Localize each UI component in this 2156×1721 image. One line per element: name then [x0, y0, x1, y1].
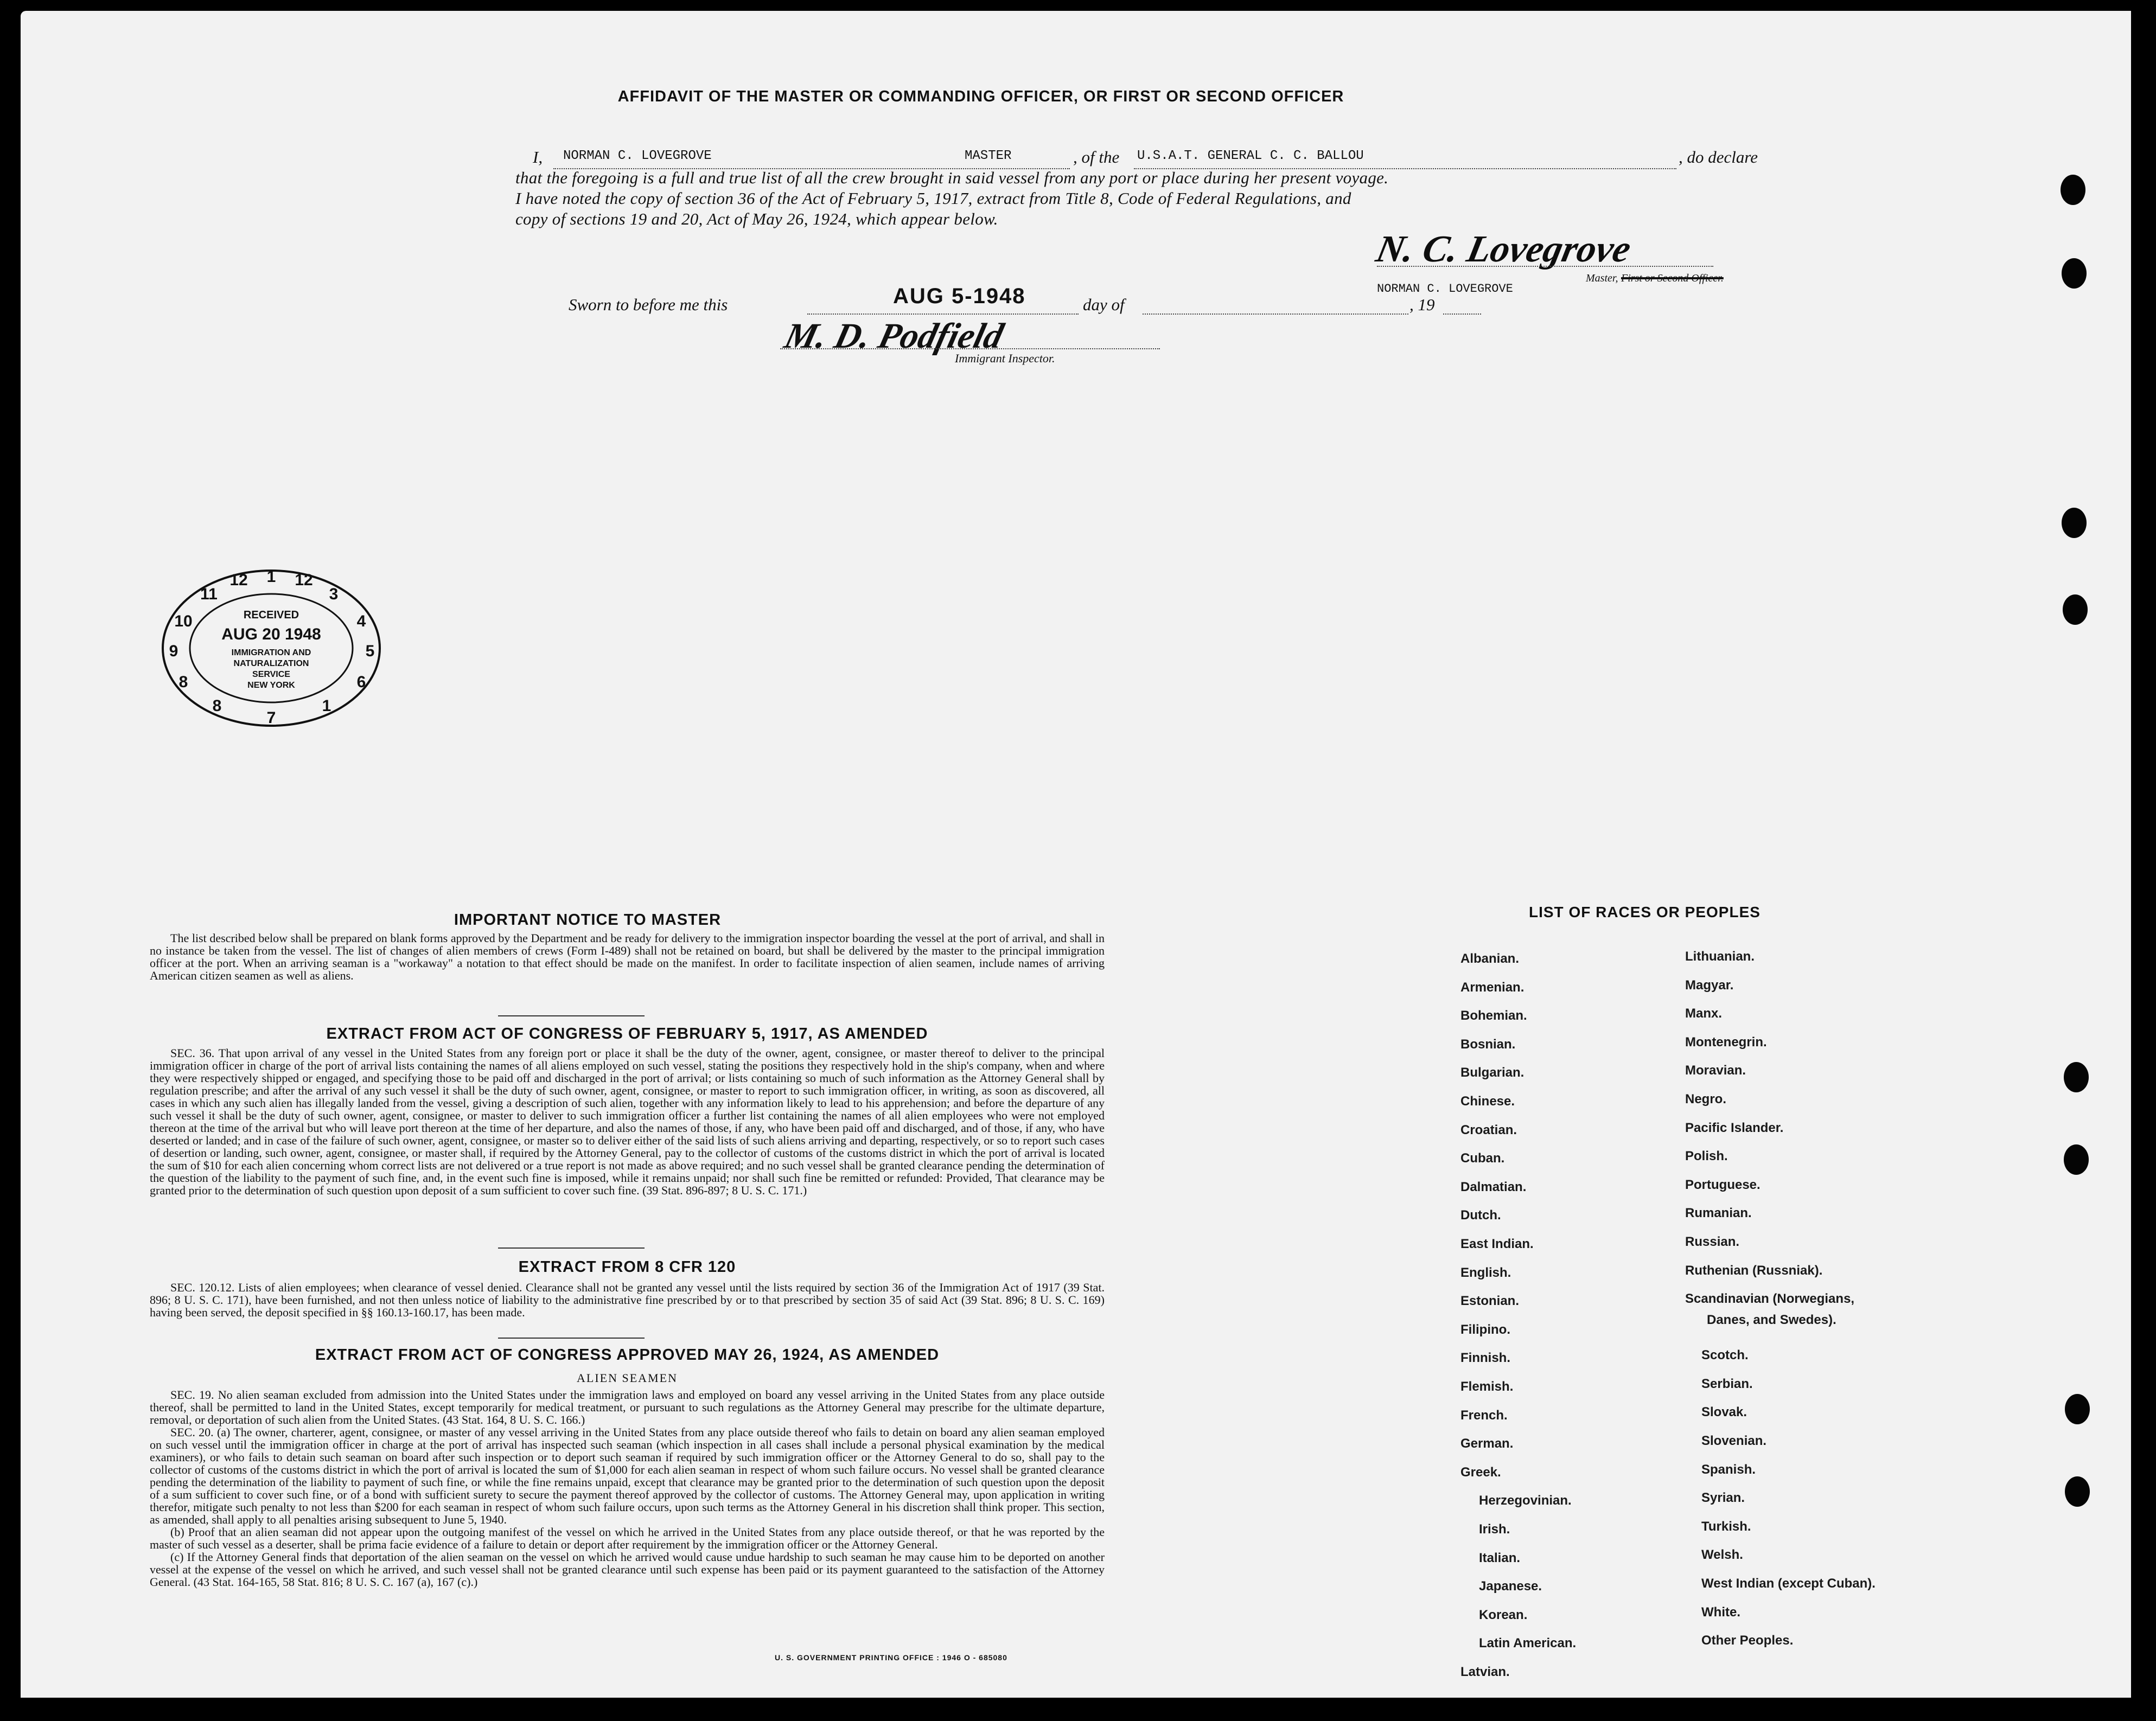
race-item-right: Syrian.: [1701, 1490, 1745, 1506]
race-item-left: Croatian.: [1460, 1122, 1517, 1137]
cfr-title: EXTRACT FROM 8 CFR 120: [518, 1258, 736, 1276]
stamp-line-3: SERVICE: [252, 670, 290, 679]
inspector-signature: M. D. Podfield: [781, 316, 1007, 356]
race-item-left: Bohemian.: [1460, 1008, 1527, 1023]
binder-hole: [2062, 258, 2087, 289]
race-item-right: Slovak.: [1701, 1405, 1747, 1420]
svg-text:12: 12: [229, 571, 248, 589]
stamp-date: AUG 20 1948: [221, 625, 321, 643]
sec-36-paragraph: SEC. 36. That upon arrival of any vessel in the United States from any foreign port or place it shall be the duty of the owner, agent, consignee, or master thereof to deliver to the principal immigration officer in charge of the port of arrival lists containing the names of all aliens employed on such vessel, stating the positions they respectively hold in the ship's company, when and where they were respectively shipped or engaged, and specifying those to be paid off and discharged in the port of arrival; or lists containing so much of such information as the Attorney General shall by regulation prescribe; and after the arrival of any such vessel it shall be the duty of such owner, agent, consignee, or master to report to such immigration officer, in writing, as soon as discovered, all cases in which any such alien has illegally landed from the vessel, giving a description of such alien, together with any information likely to lead to his apprehension; and before the departure of any such vessel it shall be the duty of such owner, agent, consignee, or master to deliver to such immigration officer a further list containing the names of all alien employees who were not employed thereon at the time of the arrival but who will leave port thereon at the time of her departure, and also the names of those, if any, who have been paid off and discharged, and of those, if any, who have deserted or landed; and in case of the failure of such owner, agent, consignee, or master so to deliver either of the said lists of such aliens arriving and departing, respectively, or so to report such cases of desertion or landing, such owner, agent, consignee, or master shall, if required by the Attorney General, pay to the collector of customs of the customs district in which the port of arrival is located the sum of $10 for each alien concerning whom correct lists are not delivered or a true report is not made as above required; and no such vessel shall be granted clearance pending the determination of the question of the liability to the payment of such fine, and, in the event such fine is imposed, while it remains unpaid; nor shall such fine be remitted or refunded: Provided, That clearance may be granted prior to the determination of such question upon deposit of a sum sufficient to cover such fine. (39 Stat. 896-897; 8 U. S. C. 171.): [150, 1046, 1105, 1197]
master-name: NORMAN C. LOVEGROVE: [563, 149, 712, 163]
binder-hole: [2064, 1144, 2089, 1175]
officer-label-struck: First or Second Officer.: [1621, 272, 1724, 284]
inspector-label: Immigrant Inspector.: [955, 351, 1055, 365]
affidavit-line-4: copy of sections 19 and 20, Act of May 26, 1924, which appear below.: [515, 209, 998, 228]
svg-text:12: 12: [295, 571, 313, 589]
race-item-right: Scandinavian (Norwegians,: [1685, 1291, 1855, 1307]
race-item-left: Chinese.: [1460, 1094, 1515, 1109]
race-item-right: Other Peoples.: [1701, 1633, 1794, 1648]
race-item-right: Magyar.: [1685, 977, 1734, 993]
divider-3: [498, 1338, 645, 1339]
race-item-right: Ruthenian (Russniak).: [1685, 1263, 1823, 1278]
affidavit-line-3: I have noted the copy of section 36 of the Act of February 5, 1917, extract from Title 8, Code of Federal Regulations, and: [515, 189, 1351, 208]
race-item-right: Portuguese.: [1685, 1177, 1760, 1192]
race-item-left: Finnish.: [1460, 1351, 1510, 1366]
divider-2: [498, 1247, 645, 1249]
affidavit-prefix: I,: [533, 148, 543, 167]
race-item-left: Albanian.: [1460, 951, 1520, 966]
binder-hole: [2065, 1394, 2090, 1424]
document-page: [21, 11, 2131, 1698]
notice-text: [150, 932, 1105, 982]
race-item-left: Italian.: [1479, 1550, 1521, 1565]
race-item-right: Manx.: [1685, 1006, 1723, 1021]
race-item-right: Pacific Islander.: [1685, 1120, 1784, 1135]
sec-19-paragraph: SEC. 19. No alien seaman excluded from admission into the United States under the immigration laws and employed on board any vessel arriving in the United States from any place outside thereof, shall be permitted to land in the United States, except temporarily for medical treatment, or pursuant to such regulations as the Attorney General may prescribe for the ultimate departure, removal, or deportation of such alien from the United States. (43 Stat. 164, 8 U. S. C. 166.): [150, 1388, 1105, 1426]
sec-20b-paragraph: (b) Proof that an alien seaman did not appear upon the outgoing manifest of the vessel on which he arrived in the United States from any place outside thereof, or that he was reported by the master of such vessel as a deserter, shall be prima facie evidence of a failure to detain or deport after requirement by the immigration officer or the Attorney General.: [150, 1525, 1105, 1551]
race-item-left: Estonian.: [1460, 1294, 1520, 1309]
notice-paragraph: The list described below shall be prepared on blank forms approved by the Department and be ready for delivery to the immigration inspector boarding the vessel at the port of arrival, and shall in no instance be taken from the vessel. The list of changes of alien members of crews (Form I-489) shall not be retained on board, but shall be delivered by the master to the principal immigration officer at the port. When an arriving seaman is a "workaway" a notation to that effect should be made on the manifest. In order to facilitate inspection of alien seamen, include names of arriving American citizen seamen as well as aliens.: [150, 931, 1105, 982]
affidavit-line-2: that the foregoing is a full and true list of all the crew brought in said vessel from any port or place during her present voyage.: [515, 168, 1389, 187]
sec-20c-paragraph: (c) If the Attorney General finds that deportation of the alien seaman on the vessel on which he arrived would cause undue hardship to such seaman he may cause him to be deported on another vessel at the expense of the vessel on which he arrived, and such vessel shall not be granted clearance until such expense has been paid or its payment guaranteed to the satisfaction of the Attorney General. (43 Stat. 164-165, 58 Stat. 816; 8 U. S. C. 167 (a), 167 (c).): [150, 1550, 1105, 1589]
race-item-left: Latin American.: [1479, 1636, 1577, 1651]
race-item-right: Slovenian.: [1701, 1434, 1767, 1448]
of-the-label: , of the: [1073, 148, 1120, 167]
race-item-left: Dalmatian.: [1460, 1179, 1527, 1194]
binder-hole: [2063, 594, 2088, 625]
extract-1924-text: [150, 1389, 1105, 1588]
affidavit-title: AFFIDAVIT OF THE MASTER OR COMMANDING OFFICER, OR FIRST OR SECOND OFFICER: [617, 88, 1344, 105]
race-item-left: Flemish.: [1460, 1379, 1514, 1394]
race-item-left: Greek.: [1460, 1464, 1501, 1480]
svg-text:8: 8: [178, 673, 188, 691]
race-item-right: Negro.: [1685, 1092, 1727, 1106]
race-item-left: East Indian.: [1460, 1237, 1534, 1251]
svg-text:5: 5: [365, 642, 375, 660]
typed-master-name: NORMAN C. LOVEGROVE: [1377, 282, 1513, 296]
race-item-left: Irish.: [1479, 1522, 1510, 1537]
svg-text:8: 8: [212, 697, 222, 715]
race-item-left: Bosnian.: [1460, 1037, 1516, 1052]
race-item-left: Herzegovinian.: [1479, 1493, 1572, 1508]
cfr-text: [150, 1281, 1105, 1319]
race-item-left: Bulgarian.: [1460, 1065, 1524, 1080]
svg-text:10: 10: [174, 612, 193, 630]
race-item-left: English.: [1460, 1265, 1511, 1280]
race-item-right: Rumanian.: [1685, 1206, 1752, 1221]
race-item-right: West Indian (except Cuban).: [1701, 1576, 1876, 1591]
svg-text:9: 9: [169, 642, 178, 660]
stamp-received-text: RECEIVED: [243, 609, 299, 621]
binder-hole: [2065, 1476, 2090, 1507]
sworn-label: Sworn to before me this: [569, 295, 728, 314]
alien-seamen-subtitle: ALIEN SEAMEN: [577, 1371, 678, 1385]
svg-text:11: 11: [200, 585, 218, 603]
divider-1: [498, 1015, 645, 1016]
sec-20a-paragraph: SEC. 20. (a) The owner, charterer, agent, consignee, or master of any vessel arriving in the United States from any place outside thereof who fails to detain on board any alien seaman employed on such vessel until the immigration officer in charge at the port of arrival has inspected such seaman (which inspection in all cases shall include a personal physical examination by the medical examiners), or who fails to detain such seaman on board after such inspection or to deport such seaman if required by such immigration officer or the Attorney General to do so, shall pay to the collector of customs of the customs district in which the port of arrival is located the sum of $1,000 for each alien seaman in respect of whom such failure occurs. No vessel shall be granted clearance pending the determination of the liability to payment of such fine, or while the fine remains unpaid, except that clearance may be granted prior to the determination of such question upon the deposit of a sum sufficient to cover such fine, or of a bond with sufficient surety to secure the payment thereof approved by the collector of customs. The Attorney General may, upon application in writing therefor, mitigate such penalty to not less than $200 for each seaman in respect of whom such failure occurs, upon such terms as the Attorney General in his discretion shall think proper. This section, as amended, shall apply to all penalties arising subsequent to June 5, 1940.: [150, 1425, 1105, 1526]
race-item-right: Scotch.: [1701, 1348, 1749, 1363]
race-item-left: Dutch.: [1460, 1208, 1501, 1223]
race-item-left: Korean.: [1479, 1607, 1528, 1622]
day-of-label: day of: [1083, 295, 1125, 314]
stamp-line-4: NEW YORK: [247, 681, 295, 690]
race-item-left: Filipino.: [1460, 1322, 1510, 1337]
svg-text:1: 1: [322, 697, 331, 715]
race-item-right: Moravian.: [1685, 1063, 1746, 1078]
race-item-right: Turkish.: [1701, 1519, 1751, 1534]
race-scandinavian-continued: Danes, and Swedes).: [1707, 1313, 1836, 1327]
inspector-signature-line: [780, 343, 1160, 349]
extract-1917-title: EXTRACT FROM ACT OF CONGRESS OF FEBRUARY 5, 1917, AS AMENDED: [326, 1025, 928, 1042]
race-item-left: German.: [1460, 1436, 1514, 1451]
binder-hole: [2061, 175, 2085, 205]
binder-hole: [2062, 508, 2087, 538]
printer-imprint: U. S. GOVERNMENT PRINTING OFFICE : 1946 O - 685080: [775, 1653, 1007, 1662]
receipt-stamp: [157, 567, 385, 730]
received-date-stamp: AUG 5-1948: [893, 284, 1026, 308]
race-item-right: Spanish.: [1701, 1462, 1756, 1477]
master-label: Master,: [1586, 272, 1618, 284]
sec-120-12-paragraph: SEC. 120.12. Lists of alien employees; when clearance of vessel denied. Clearance shall not be granted any vessel until the lists required by section 36 of the Immigration Act of 1917 (39 Stat. 896; 8 U. S. C. 171), have been furnished, and not then unless notice of liability to the administrative fine prescribed by or to that prescribed by section 35 of said Act (39 Stat. 896; 8 U. S. C. 169) having been served, the deposit specified in §§ 160.13-160.17, has been made.: [150, 1281, 1105, 1319]
stamp-line-1: IMMIGRATION AND: [231, 648, 311, 657]
svg-text:7: 7: [266, 709, 276, 727]
svg-text:3: 3: [329, 585, 339, 603]
race-item-left: Cuban.: [1460, 1151, 1505, 1166]
month-field-line: [1143, 298, 1408, 315]
svg-text:1: 1: [266, 568, 276, 586]
year-field-line: [1443, 298, 1481, 315]
race-item-left: French.: [1460, 1407, 1508, 1423]
race-item-left: Japanese.: [1479, 1579, 1542, 1594]
race-item-right: Lithuanian.: [1685, 949, 1755, 964]
race-item-right: Russian.: [1685, 1234, 1740, 1249]
extract-1924-title: EXTRACT FROM ACT OF CONGRESS APPROVED MAY 26, 1924, AS AMENDED: [315, 1346, 940, 1364]
svg-text:4: 4: [356, 612, 366, 630]
signature-line: [1377, 260, 1713, 267]
binder-hole: [2064, 1062, 2089, 1092]
svg-text:6: 6: [356, 673, 366, 691]
race-item-right: Polish.: [1685, 1149, 1728, 1164]
race-item-left: Latvian.: [1460, 1665, 1510, 1679]
stamp-line-2: NATURALIZATION: [233, 659, 309, 668]
race-item-right: Montenegrin.: [1685, 1034, 1767, 1050]
race-item-left: Armenian.: [1460, 980, 1524, 995]
races-title: LIST OF RACES OR PEOPLES: [1529, 904, 1760, 920]
race-item-right: White.: [1701, 1604, 1740, 1620]
notice-title: IMPORTANT NOTICE TO MASTER: [454, 911, 722, 929]
year-label: , 19: [1409, 295, 1435, 314]
master-signature: N. C. Lovegrove: [1372, 228, 1635, 270]
race-item-right: Welsh.: [1701, 1547, 1743, 1563]
extract-1917-text: [150, 1047, 1105, 1197]
master-rank: MASTER: [965, 149, 1012, 163]
do-declare-label: , do declare: [1679, 148, 1758, 167]
vessel-name: U.S.A.T. GENERAL C. C. BALLOU: [1137, 149, 1364, 163]
race-item-right: Serbian.: [1701, 1376, 1753, 1391]
